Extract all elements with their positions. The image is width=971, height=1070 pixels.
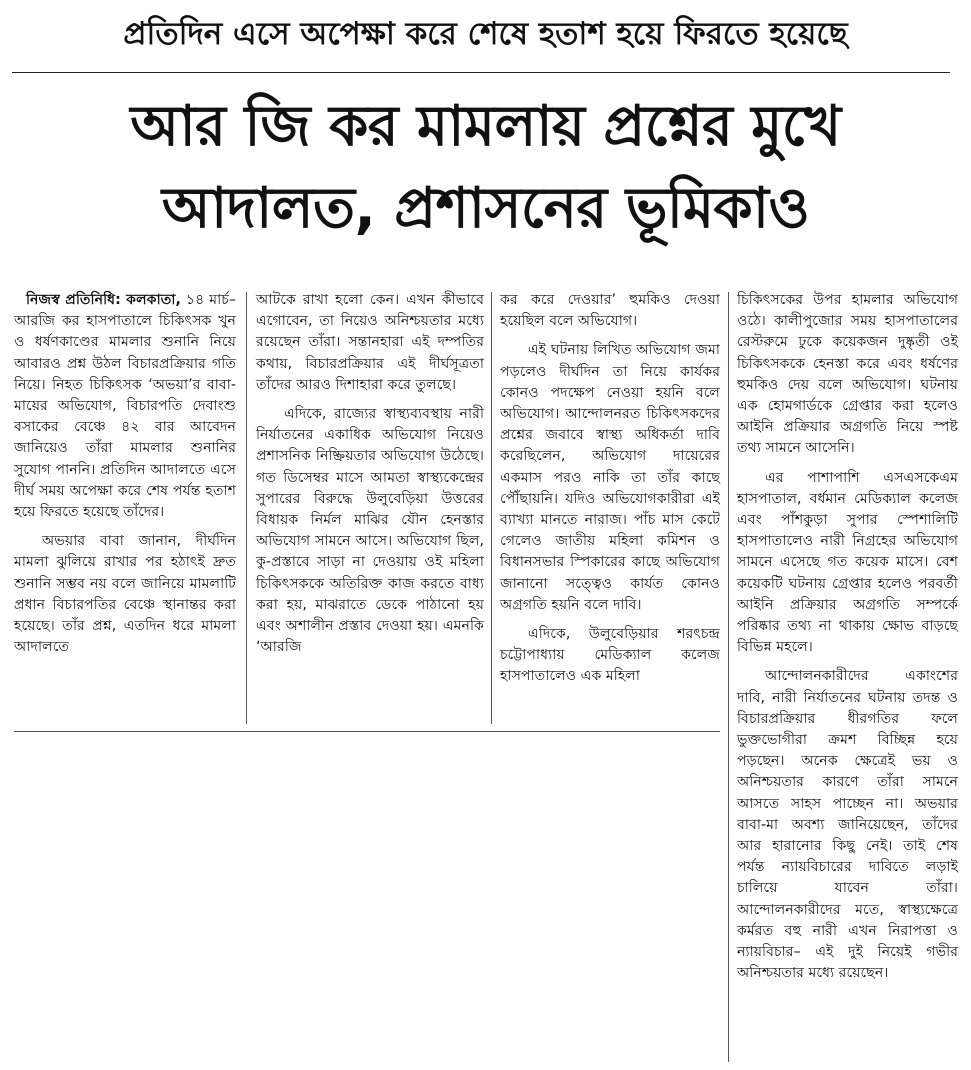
kicker-headline: প্রতিদিন এসে অপেক্ষা করে শেষে হতাশ হয়ে ফিরতে হয়েছে xyxy=(123,16,848,52)
article-paragraph: আটকে রাখা হলো কেন। এখন কীভাবে এগোবেন, তা নিয়েও অনিশ্চয়তার মধ্যে রয়েছেন তাঁরা। সন্তানহারা এই দম্পতির কথায়, বিচারপ্রক্রিয়ার এই দীর্ঘসূত্রতা তাঁদের আরও দিশাহারা করে তুলছে। xyxy=(256,292,484,393)
column-divider xyxy=(491,292,492,724)
article-paragraph: কর করে দেওয়ার’ হুমকিও দেওয়া হয়েছিল বলে অভিযোগ। xyxy=(500,292,720,330)
article-paragraph: আন্দোলনকারীদের একাংশের দাবি, নারী নির্যাতনের ঘটনায় তদন্ত ও বিচারপ্রক্রিয়ার ধীরগতির ফলে ভুক্তভোগীরা ক্রমশ বিচ্ছিন্ন হয়ে পড়ছেন। অনেক ক্ষেত্রেই ভয় ও অনিশ্চয়তার কারণে তাঁরা সামনে আসতে সাহস পাচ্ছেন না। অভয়ার বাবা-মা অবশ্য জানিয়েছেন, তাঁদের আর হারানোর কিছু নেই। তাই শেষ পর্যন্ত ন্যায়বিচারের দাবিতে লড়াই চালিয়ে যাবেন তাঁরা। আন্দোলনকারীদের মতে, স্বাস্থ্যক্ষেত্রে কর্মরত বহু নারী এখন নিরাপত্তা ও ন্যায়বিচার– এই দুই নিয়েই গভীর অনিশ্চয়তার মধ্যে রয়েছেন। xyxy=(737,668,958,982)
article-paragraph: অভয়ার বাবা জানান, দীর্ঘদিন মামলা ঝুলিয়ে রাখার পর হঠাৎই দ্রুত শুনানি সম্ভব নয় বলে জানিয়ে মামলাটি প্রধান বিচারপতির বেঞ্চে স্থানান্তর করা হয়েছে। তাঁর প্রশ্ন, এতদিন ধরে মামলা আদালতে xyxy=(14,533,236,656)
section-divider xyxy=(14,731,720,732)
paragraph-text: ১৪ মার্চ– আরজি কর হাসপাতালে চিকিৎসক খুন ও ধর্ষণকাণ্ডের মামলার শুনানি নিয়ে আবারও প্রশ্ন উঠল বিচারপ্রক্রিয়ার গতি নিয়ে। নিহত চিকিৎসক ‘অভয়া’র বাবা-মায়ের অভিযোগ, বিচারপতি দেবাংশু বসাকের বেঞ্চে ৪২ বার আবেদন জানিয়েও তাঁরা মামলার শুনানির সুযোগ পাননি। প্রতিদিন আদালতে এসে দীর্ঘ সময় অপেক্ষা করে শেষ পর্যন্ত হতাশ হয়ে ফিরতে হয়েছে তাঁদের। xyxy=(14,292,236,521)
column-divider xyxy=(246,292,247,724)
article-paragraph: এই ঘটনায় লিখিত অভিযোগ জমা পড়লেও দীর্ঘদিন তা নিয়ে কার্যকর কোনও পদক্ষেপ নেওয়া হয়নি বলে অভিযোগ। আন্দোলনরত চিকিৎসকদের প্রশ্নের জবাবে স্বাস্থ্য অধিকর্তা দাবি করেছিলেন, অভিযোগ দায়েরের একমাস পরও নাকি তা তাঁর কাছে পৌঁছায়নি। যদিও অভিযোগকারীরা এই ব্যাখ্যা মানতে নারাজ। পাঁচ মাস কেটে গেলেও জাতীয় মহিলা কমিশন ও বিধানসভার স্পিকারের কাছে অভিযোগ জানানো সত্ত্বেও কার্যত কোনও অগ্রগতি হয়নি বলে দাবি। xyxy=(500,342,720,613)
headline-line-2: আদালত, প্রশাসনের ভূমিকাও xyxy=(161,176,810,241)
column-divider xyxy=(728,292,729,1062)
kicker-divider xyxy=(12,72,950,73)
headline-line-1: আর জি কর মামলায় প্রশ্নের মুখে xyxy=(130,94,841,159)
article-column-4 xyxy=(737,290,958,993)
main-headline xyxy=(10,86,961,250)
article-column-3 xyxy=(500,290,720,696)
article-paragraph: এদিকে, উলুবেড়িয়ার শরৎচন্দ্র চট্টোপাধ্যায় মেডিক্যাল কলেজ হাসপাতালেও এক মহিলা xyxy=(500,626,720,685)
article-paragraph: চিকিৎসকের উপর হামলার অভিযোগ ওঠে। কালীপুজোর সময় হাসপাতালের রেস্টরুমে ঢুকে কয়েকজন দুষ্কৃতী ওই চিকিৎসককে হেনস্তা করে এবং ধর্ষণের হুমকিও দেয় বলে অভিযোগ। ঘটনায় এক হোমগার্ডকে গ্রেপ্তার করা হলেও আইনি প্রক্রিয়ার অগ্রগতি নিয়ে স্পষ্ট তথ্য সামনে আসেনি। xyxy=(737,292,958,457)
article-paragraph xyxy=(14,290,236,523)
article-column-1 xyxy=(14,290,236,666)
article-paragraph: এর পাশাপাশি এসএসকেএম হাসপাতাল, বর্ধমান মেডিক্যাল কলেজ এবং পাঁশকুড়া সুপার স্পেশালিটি হাসপাতালেও নারী নিগ্রহের অভিযোগ সামনে এসেছে গত কয়েক মাসে। বেশ কয়েকটি ঘটনায় গ্রেপ্তার হলেও পরবর্তী আইনি প্রক্রিয়ার অগ্রগতি সম্পর্কে পরিষ্কার তথ্য না থাকায় ক্ষোভ বাড়ছে বিভিন্ন মহলে। xyxy=(737,469,958,656)
byline: নিজস্ব প্রতিনিধি: কলকাতা, xyxy=(26,292,181,308)
article-column-2 xyxy=(256,290,484,666)
article-paragraph: এদিকে, রাজ্যের স্বাস্থ্যব্যবস্থায় নারী নির্যাতনের একাধিক অভিযোগ নিয়েও প্রশাসনিক নিষ্ক্রিয়তার অভিযোগ উঠেছে। গত ডিসেম্বর মাসে আমতা স্বাস্থ্যকেন্দ্রের সুপারের বিরুদ্ধে উলুবেড়িয়া উত্তরের বিধায়ক নির্মল মাঝির যৌন হেনস্তার অভিযোগ সামনে আসে। অভিযোগ ছিল, কু-প্রস্তাবে সাড়া না দেওয়ায় ওই মহিলা চিকিৎসককে অতিরিক্ত কাজ করতে বাধ্য করা হয়, মাঝরাতে ডেকে পাঠানো হয় এবং অশালীন প্রস্তাব দেওয়া হয়। এমনকি ‘আরজি xyxy=(256,406,484,656)
